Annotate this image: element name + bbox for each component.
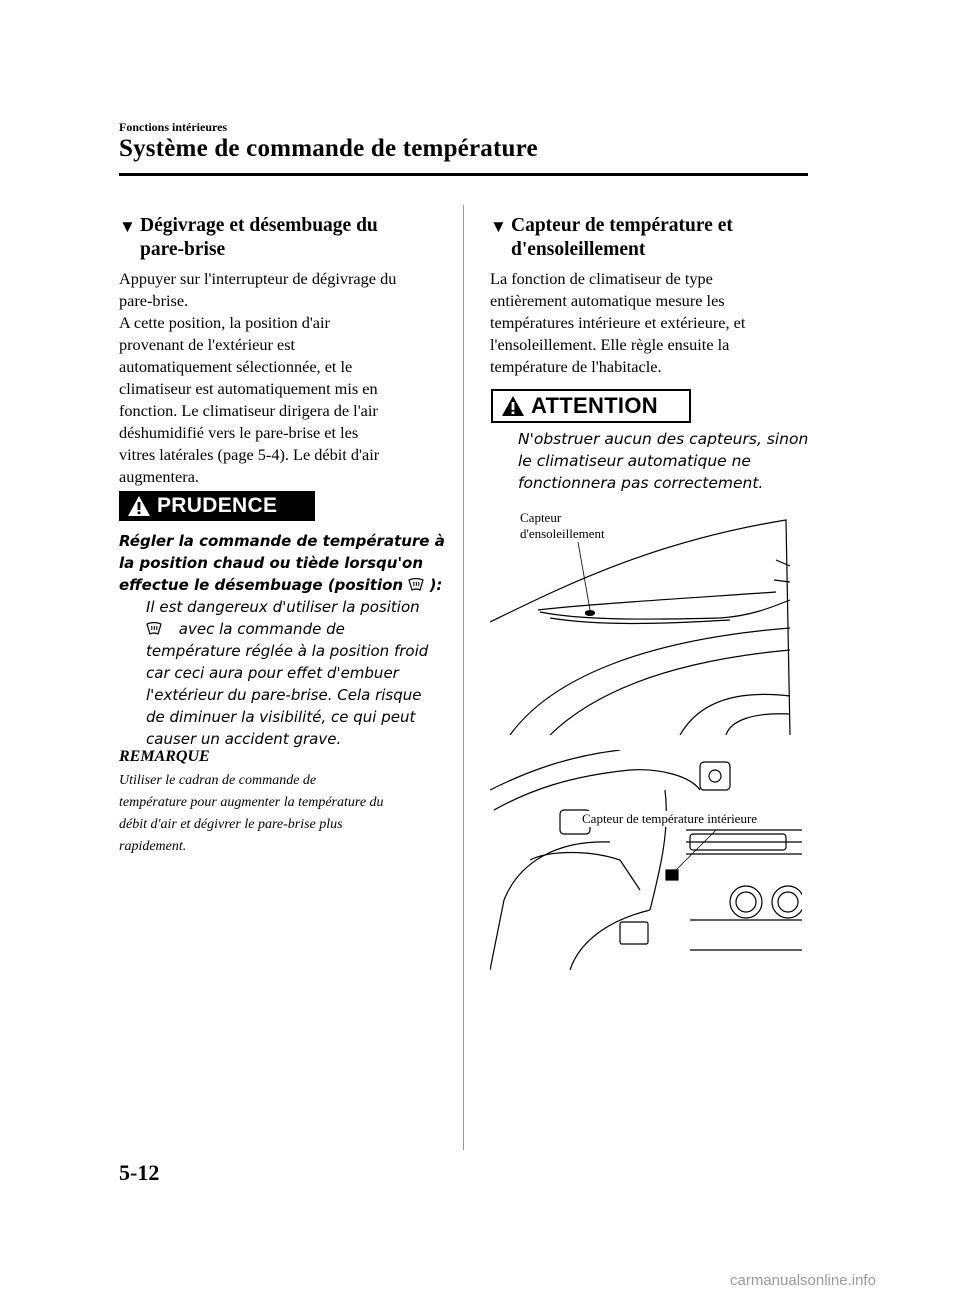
warning-icon <box>127 495 151 517</box>
watermark: carmanualsonline.info <box>730 1272 876 1289</box>
triangle-bullet-icon: ▼ <box>490 217 507 236</box>
note-text: Utiliser le cadran de commande de température pour augmenter la température du débit d'air et dégivrer le pare-brise plus rapidement. <box>119 773 384 854</box>
attention-text: N'obstruer aucun des capteurs, sinon le climatiseur automatique ne fonctionnera pas correctement. <box>518 430 809 492</box>
interior-sensor-label: Capteur de température intérieure <box>582 811 758 826</box>
section-kicker: Fonctions intérieures <box>119 120 228 134</box>
caution-heading: Régler la commande de température à la position chaud ou tiède lorsqu'on effectue le désembuage (position ): <box>119 532 445 594</box>
interior-sensor-illustration <box>490 750 802 970</box>
caution-text: Il est dangereux d'utiliser la position avec la commande de température réglée à la position froid car ceci aura pour effet d'embuer l'extérieur du pare-brise. Cela risque de diminuer la visibilité, ce qui peut causer un accident grave. <box>146 598 429 748</box>
defroster-icon <box>146 622 162 636</box>
defroster-icon <box>408 578 424 592</box>
page-title: Système de commande de température <box>119 135 538 162</box>
left-body: Appuyer sur l'interrupteur de dégivrage du pare-brise. A cette position, la position d'air provenant de l'extérieur est automatiquement sélectionnée, et le climatiseur est automatiquement mis en fonction. Le climatiseur dirigera de l'air déshumidifié vers le pare-brise et les vitres latérales (page 5-4). Le débit d'air augmentera. <box>119 269 397 486</box>
sunlight-sensor-label: Capteur d'ensoleillement <box>520 510 605 541</box>
triangle-bullet-icon: ▼ <box>119 217 136 236</box>
right-heading: ▼ Capteur de température et d'ensoleillement <box>490 215 733 260</box>
left-heading: ▼ Dégivrage et désembuage du pare-brise <box>119 215 378 260</box>
note-title: REMARQUE <box>119 748 210 765</box>
attention-banner: ATTENTION <box>491 389 691 423</box>
right-body: La fonction de climatiseur de type entièrement automatique mesure les températures intérieure et extérieure, et l'ensoleillement. Elle règle ensuite la température de l'habitacle. <box>490 269 746 376</box>
column-divider <box>463 205 464 1150</box>
title-rule <box>119 173 808 176</box>
warning-icon <box>501 395 525 417</box>
caution-banner: PRUDENCE <box>119 491 315 521</box>
page-number: 5-12 <box>119 1160 160 1185</box>
